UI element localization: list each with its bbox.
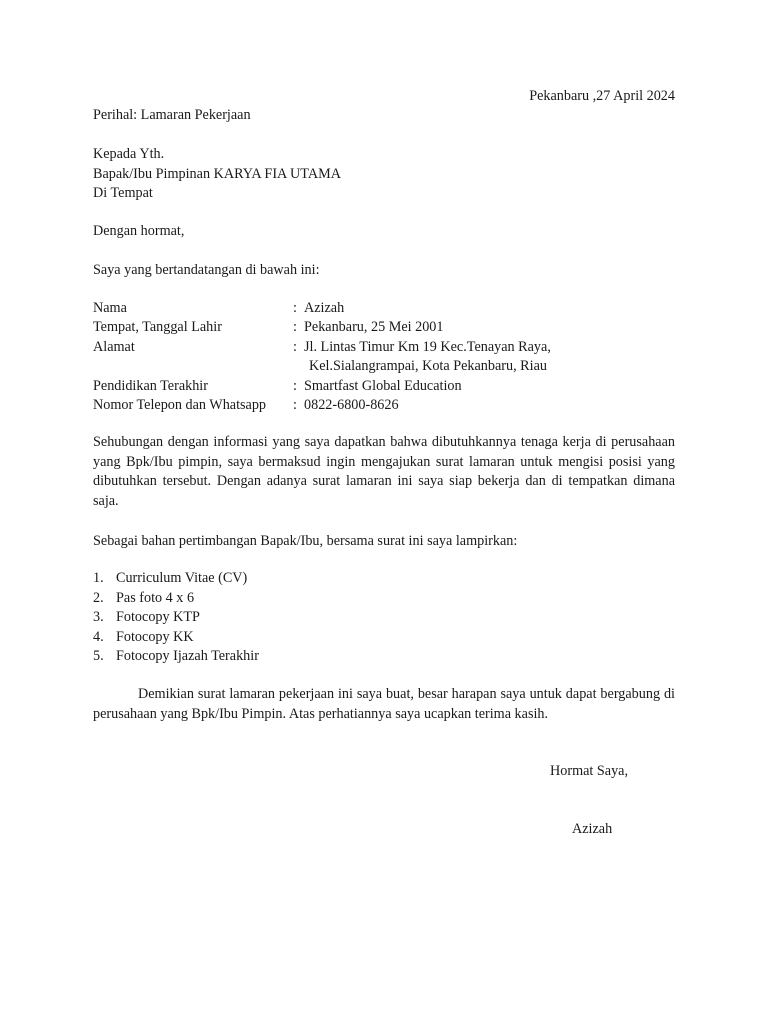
- list-item: [93, 628, 675, 648]
- identity-label: Nomor Telepon dan Whatsapp: [93, 397, 267, 414]
- identity-row-education: [93, 377, 675, 396]
- list-item-number: 1.: [93, 570, 104, 586]
- identity-table: [93, 299, 675, 415]
- identity-value: 0822-6800-8626: [304, 397, 399, 414]
- list-item-number: 2.: [93, 589, 104, 606]
- list-item-number: 5.: [93, 648, 104, 665]
- identity-row-phone: [93, 396, 675, 415]
- signer-name: Azizah: [572, 821, 613, 837]
- list-item-number: 4.: [93, 628, 104, 645]
- identity-colon: :: [293, 397, 297, 414]
- greeting: Dengan hormat,: [93, 223, 185, 239]
- list-item-text: Fotocopy Ijazah Terakhir: [116, 648, 259, 665]
- identity-colon: :: [293, 338, 297, 355]
- intro-line: Saya yang bertandatangan di bawah ini:: [93, 262, 320, 278]
- attachment-list: [93, 569, 675, 667]
- identity-label: Nama: [93, 300, 127, 316]
- identity-value: Smartfast Global Education: [304, 377, 462, 394]
- identity-colon: :: [293, 300, 297, 316]
- identity-row-address: [93, 338, 675, 377]
- closing-paragraph: Demikian surat lamaran pekerjaan ini saya buat, besar harapan saya untuk dapat bergabung di perusahaan yang Bpk/Ibu Pimpin. Atas perhatiannya saya ucapkan terima kasih.: [93, 686, 675, 722]
- addressee-line-3: Di Tempat: [93, 185, 153, 201]
- body-paragraph-2: Sebagai bahan pertimbangan Bapak/Ibu, bersama surat ini saya lampirkan:: [93, 533, 518, 549]
- list-item: [93, 589, 675, 609]
- list-item: [93, 647, 675, 667]
- identity-value-address: [304, 338, 551, 377]
- list-item-number: 3.: [93, 609, 104, 626]
- identity-value: Azizah: [304, 300, 345, 316]
- body-paragraph-1: Sehubungan dengan informasi yang saya dapatkan bahwa dibutuhkannya tenaga kerja di perusahaan yang Bpk/Ibu pimpin, saya bermaksud ingin mengajukan surat lamaran untuk mengisi posisi yang dibutuhkan tersebut. Dengan adanya surat lamaran ini saya siap bekerja dan di tempatkan dimana saja.: [93, 434, 675, 509]
- list-item-text: Curriculum Vitae (CV): [116, 570, 248, 586]
- place-date: Pekanbaru ,27 April 2024: [529, 88, 675, 104]
- list-item: [93, 608, 675, 628]
- identity-value: Pekanbaru, 25 Mei 2001: [304, 319, 444, 336]
- address-line-2: Kel.Sialangrampai, Kota Pekanbaru, Riau: [309, 358, 547, 375]
- identity-label: Alamat: [93, 338, 135, 355]
- list-item-text: Pas foto 4 x 6: [116, 589, 195, 606]
- address-line-1: Jl. Lintas Timur Km 19 Kec.Tenayan Raya,: [304, 338, 551, 355]
- list-item: [93, 569, 675, 589]
- identity-row-birth: [93, 318, 675, 337]
- identity-label: Tempat, Tanggal Lahir: [93, 319, 222, 336]
- identity-colon: :: [293, 377, 297, 394]
- subject-line: Perihal: Lamaran Pekerjaan: [93, 107, 251, 123]
- list-item-text: Fotocopy KTP: [116, 609, 200, 626]
- addressee-line-1: Kepada Yth.: [93, 146, 165, 162]
- identity-label: Pendidikan Terakhir: [93, 377, 208, 394]
- regards-line: Hormat Saya,: [550, 763, 629, 779]
- addressee-line-2: Bapak/Ibu Pimpinan KARYA FIA UTAMA: [93, 165, 341, 182]
- identity-row-name: [93, 299, 675, 318]
- addressee-block: [93, 145, 675, 204]
- identity-colon: :: [293, 319, 297, 336]
- list-item-text: Fotocopy KK: [116, 628, 194, 645]
